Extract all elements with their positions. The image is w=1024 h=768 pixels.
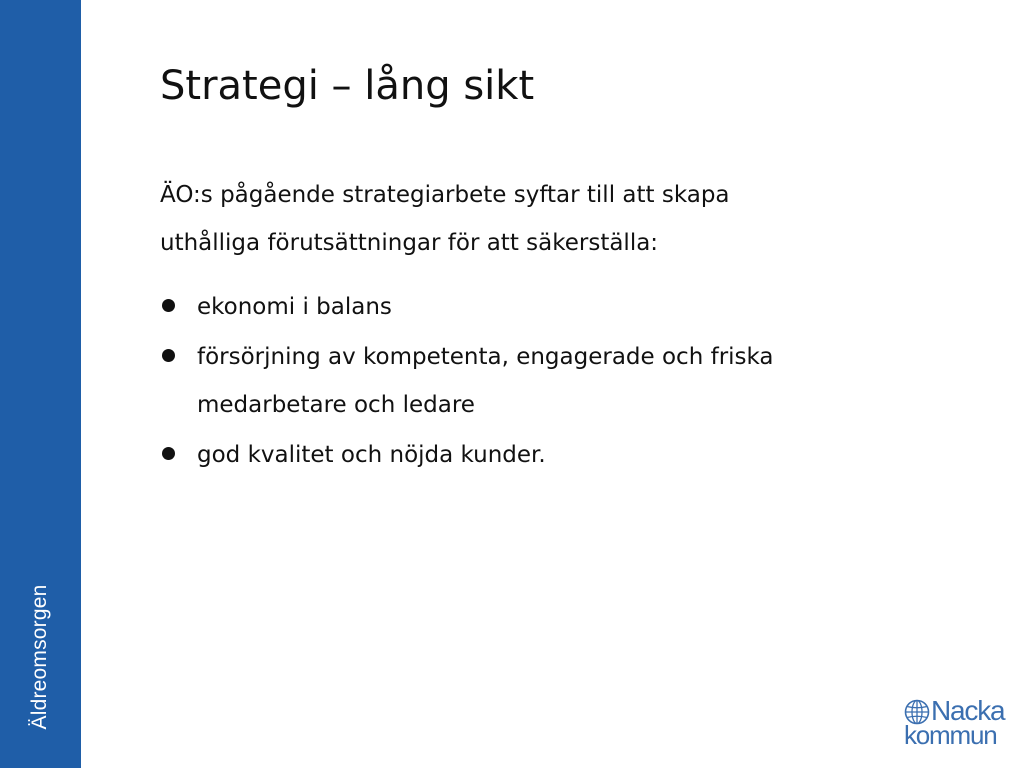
bullet-text: god kvalitet och nöjda kunder. <box>197 442 546 468</box>
intro-line: ÄO:s pågående strategiarbete syftar till att skapa <box>160 182 730 208</box>
logo-text-line1: Nacka <box>931 695 1005 726</box>
bullet-item <box>160 431 940 479</box>
bullet-dot-icon <box>162 299 175 312</box>
intro-line: uthålliga förutsättningar för att säkerställa: <box>160 230 659 256</box>
bullet-item <box>160 333 940 429</box>
bullet-dot-icon <box>162 349 175 362</box>
bullet-dot-icon <box>162 447 175 460</box>
slide-title: Strategi – lång sikt <box>160 63 535 109</box>
bullet-text: ekonomi i balans <box>197 294 392 320</box>
intro-paragraph <box>160 171 920 267</box>
sidebar-label: Äldreomsorgen <box>28 584 51 730</box>
bullet-item <box>160 283 940 331</box>
nacka-kommun-logo <box>904 697 1008 749</box>
sidebar-band <box>0 0 81 768</box>
bullet-list <box>160 283 940 481</box>
bullet-text: försörjning av kompetenta, engagerade och friska <box>197 344 774 370</box>
bullet-text-continued: medarbetare och ledare <box>197 392 475 418</box>
logo-text-line2: kommun <box>904 720 997 750</box>
